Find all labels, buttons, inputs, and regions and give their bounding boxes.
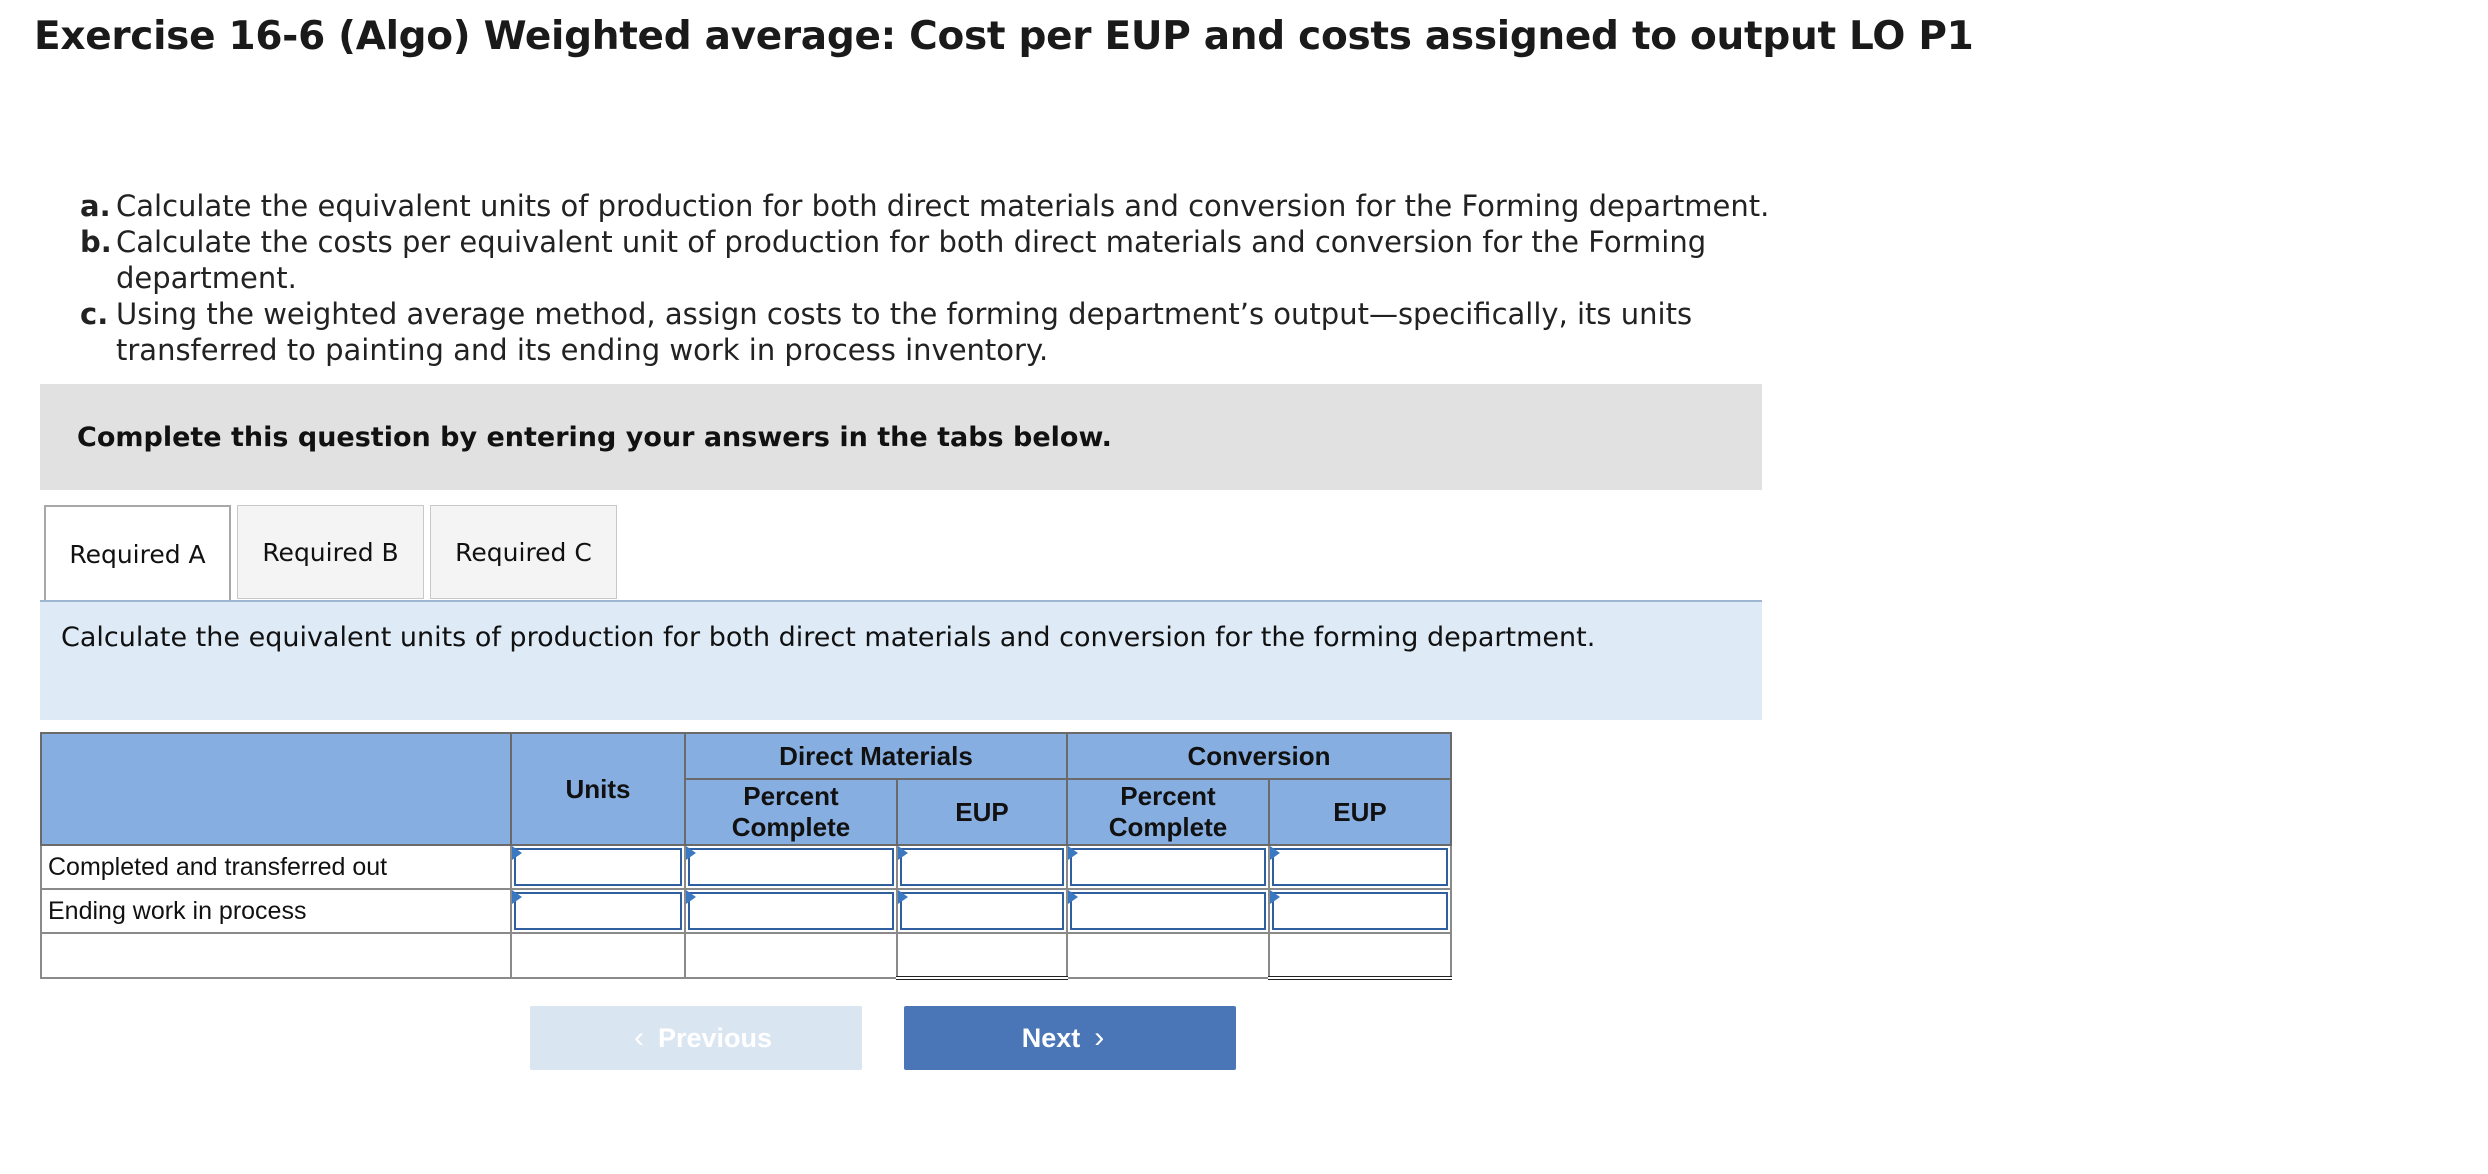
dm-eup-input[interactable]	[897, 889, 1067, 933]
previous-label: Previous	[657, 1022, 773, 1053]
instruction-c	[80, 296, 1860, 368]
conv-eup-total-cell	[1269, 933, 1451, 978]
conv-percent-input[interactable]	[1067, 845, 1269, 889]
prompt-text: Calculate the equivalent units of production for both direct materials and conversion for the forming department.	[61, 622, 1596, 653]
instruction-letter: b.	[80, 225, 112, 259]
question-prompt	[40, 602, 1762, 720]
dm-percent-input[interactable]	[685, 845, 897, 889]
input-marker-icon	[1270, 890, 1280, 904]
table-row	[41, 845, 1451, 889]
dm-percent-input[interactable]	[685, 889, 897, 933]
input-marker-icon	[898, 846, 908, 860]
page-title: Exercise 16-6 (Algo) Weighted average: Cost per EUP and costs assigned to output LO P1	[34, 14, 1974, 59]
input-marker-icon	[1068, 846, 1078, 860]
input-marker-icon	[898, 890, 908, 904]
previous-button[interactable]	[530, 1006, 862, 1070]
dm-percent-complete-header: Percent Complete	[685, 779, 897, 845]
instruction-text: Calculate the costs per equivalent unit of production for both direct materials and conversion for the Forming department.	[116, 225, 1707, 295]
input-marker-icon	[686, 890, 696, 904]
direct-materials-header: Direct Materials	[685, 733, 1067, 779]
conv-eup-input[interactable]	[1269, 845, 1451, 889]
banner-text: Complete this question by entering your answers in the tabs below.	[77, 421, 1112, 453]
chevron-right-icon: ›	[1094, 1021, 1105, 1054]
tab-required-a[interactable]: Required A	[44, 505, 231, 601]
input-marker-icon	[1270, 846, 1280, 860]
dm-percent-total-cell	[685, 933, 897, 978]
input-marker-icon	[1068, 890, 1078, 904]
row-label: Completed and transferred out	[41, 845, 511, 889]
next-label: Next	[1021, 1022, 1081, 1053]
input-marker-icon	[512, 890, 522, 904]
input-marker-icon	[686, 846, 696, 860]
conv-percent-complete-header: Percent Complete	[1067, 779, 1269, 845]
instruction-text: Using the weighted average method, assign costs to the forming department’s output—specifically, its units transferred to painting and its ending work in process inventory.	[116, 297, 1693, 367]
instruction-text: Calculate the equivalent units of production for both direct materials and conversion for the Forming department.	[116, 189, 1770, 223]
conv-eup-header: EUP	[1269, 779, 1451, 845]
instruction-letter: c.	[80, 297, 109, 331]
conv-percent-input[interactable]	[1067, 889, 1269, 933]
dm-eup-header: EUP	[897, 779, 1067, 845]
table-row-total	[41, 933, 1451, 978]
conv-eup-input[interactable]	[1269, 889, 1451, 933]
label-header-cell	[41, 733, 511, 845]
conversion-header: Conversion	[1067, 733, 1451, 779]
tab-required-c[interactable]: Required C	[430, 505, 617, 599]
tab-required-b[interactable]: Required B	[237, 505, 424, 599]
chevron-left-icon: ‹	[633, 1021, 644, 1054]
next-button[interactable]	[904, 1006, 1236, 1070]
units-input[interactable]	[511, 889, 685, 933]
units-input[interactable]	[511, 845, 685, 889]
dm-eup-total-cell	[897, 933, 1067, 978]
instruction-b	[80, 224, 1860, 296]
row-label	[41, 933, 511, 978]
table-row	[41, 889, 1451, 933]
conv-percent-total-cell	[1067, 933, 1269, 978]
instruction-a	[80, 188, 1860, 224]
instruction-letter: a.	[80, 189, 111, 223]
eup-table	[40, 732, 1452, 980]
row-label: Ending work in process	[41, 889, 511, 933]
input-marker-icon	[512, 846, 522, 860]
dm-eup-input[interactable]	[897, 845, 1067, 889]
units-total-cell	[511, 933, 685, 978]
instructions-banner	[40, 384, 1762, 490]
tab-bar	[44, 505, 623, 601]
units-header: Units	[511, 733, 685, 845]
instructions-list	[80, 188, 1860, 368]
